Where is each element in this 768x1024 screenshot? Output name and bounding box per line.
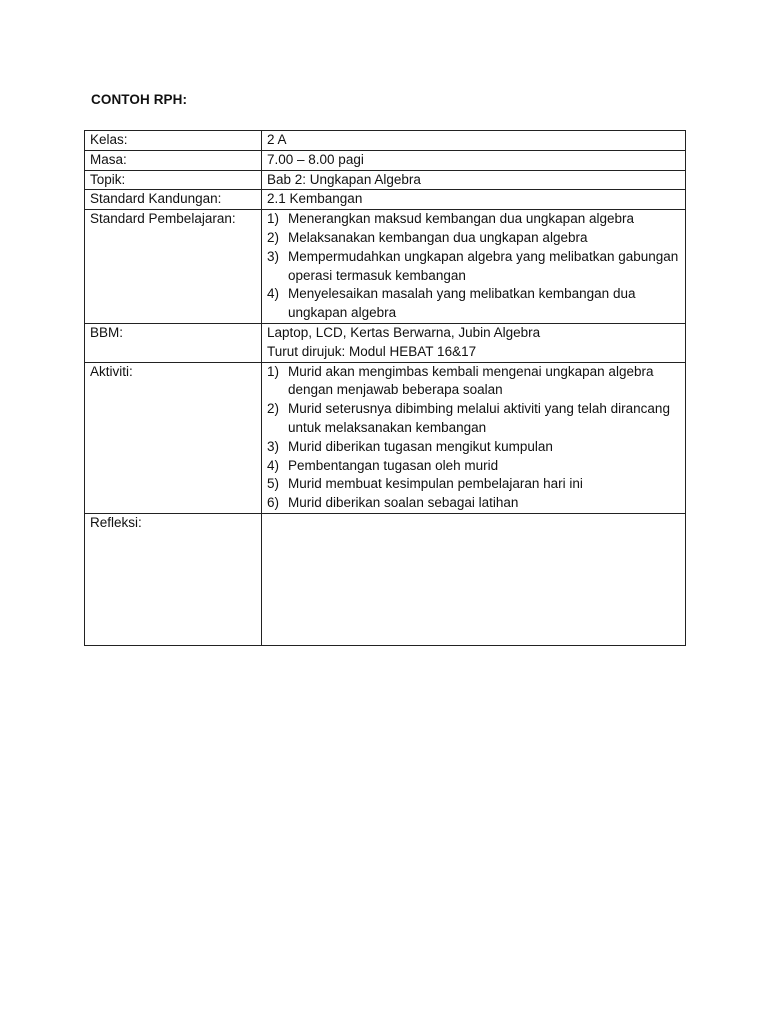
value-bbm (262, 323, 686, 362)
value-aktiviti (262, 362, 686, 513)
row-kelas (85, 131, 686, 151)
item-number: 3) (267, 438, 280, 454)
label-topik: Topik: (85, 170, 262, 190)
item-text: Murid diberikan tugasan mengikut kumpulan (288, 438, 553, 454)
item-text: Melaksanakan kembangan dua ungkapan algebra (288, 229, 588, 245)
label-bbm: BBM: (85, 323, 262, 362)
list-item (267, 285, 680, 323)
item-number: 4) (267, 457, 280, 473)
item-text: Murid membuat kesimpulan pembelajaran hari ini (288, 476, 583, 492)
item-number: 1) (267, 363, 280, 379)
label-standard-pembelajaran: Standard Pembelajaran: (85, 210, 262, 324)
bbm-line: Laptop, LCD, Kertas Berwarna, Jubin Algebra (267, 324, 541, 340)
row-refleksi (85, 513, 686, 645)
list-item (267, 363, 680, 401)
list-item (267, 400, 680, 438)
label-standard-kandungan: Standard Kandungan: (85, 190, 262, 210)
item-number: 1) (267, 211, 280, 227)
standard-pembelajaran-list (267, 210, 680, 323)
aktiviti-list (267, 363, 680, 513)
list-item (267, 494, 680, 513)
list-item (267, 210, 680, 229)
value-masa: 7.00 – 8.00 pagi (262, 150, 686, 170)
value-kelas: 2 A (262, 131, 686, 151)
item-text: Murid akan mengimbas kembali mengenai ungkapan algebra dengan menjawab beberapa soalan (288, 363, 654, 398)
row-bbm (85, 323, 686, 362)
label-masa: Masa: (85, 150, 262, 170)
list-item (267, 457, 680, 476)
value-refleksi (262, 513, 686, 645)
label-aktiviti: Aktiviti: (85, 362, 262, 513)
item-number: 2) (267, 401, 280, 417)
item-text: Mempermudahkan ungkapan algebra yang melibatkan gabungan operasi termasuk kembangan (288, 248, 679, 283)
item-number: 6) (267, 495, 280, 511)
item-text: Murid seterusnya dibimbing melalui aktiviti yang telah dirancang untuk melaksanakan kembangan (288, 401, 670, 435)
item-text: Menerangkan maksud kembangan dua ungkapan algebra (288, 211, 634, 227)
item-text: Menyelesaikan masalah yang melibatkan kembangan dua ungkapan algebra (288, 286, 636, 321)
list-item (267, 438, 680, 457)
item-number: 2) (267, 229, 280, 245)
list-item (267, 248, 680, 286)
lesson-plan-table (84, 130, 686, 646)
value-standard-kandungan: 2.1 Kembangan (262, 190, 686, 210)
row-standard-kandungan (85, 190, 686, 210)
row-topik (85, 170, 686, 190)
list-item (267, 475, 680, 494)
item-number: 3) (267, 248, 280, 264)
row-masa (85, 150, 686, 170)
list-item (267, 229, 680, 248)
item-number: 4) (267, 286, 280, 302)
row-aktiviti (85, 362, 686, 513)
row-standard-pembelajaran (85, 210, 686, 324)
value-topik: Bab 2: Ungkapan Algebra (262, 170, 686, 190)
label-refleksi: Refleksi: (85, 513, 262, 645)
label-kelas: Kelas: (85, 131, 262, 151)
item-text: Pembentangan tugasan oleh murid (288, 457, 499, 473)
item-text: Murid diberikan soalan sebagai latihan (288, 495, 519, 511)
bbm-line: Turut dirujuk: Modul HEBAT 16&17 (267, 343, 477, 359)
value-standard-pembelajaran (262, 210, 686, 324)
document-title: CONTOH RPH: (91, 92, 188, 107)
item-number: 5) (267, 476, 280, 492)
